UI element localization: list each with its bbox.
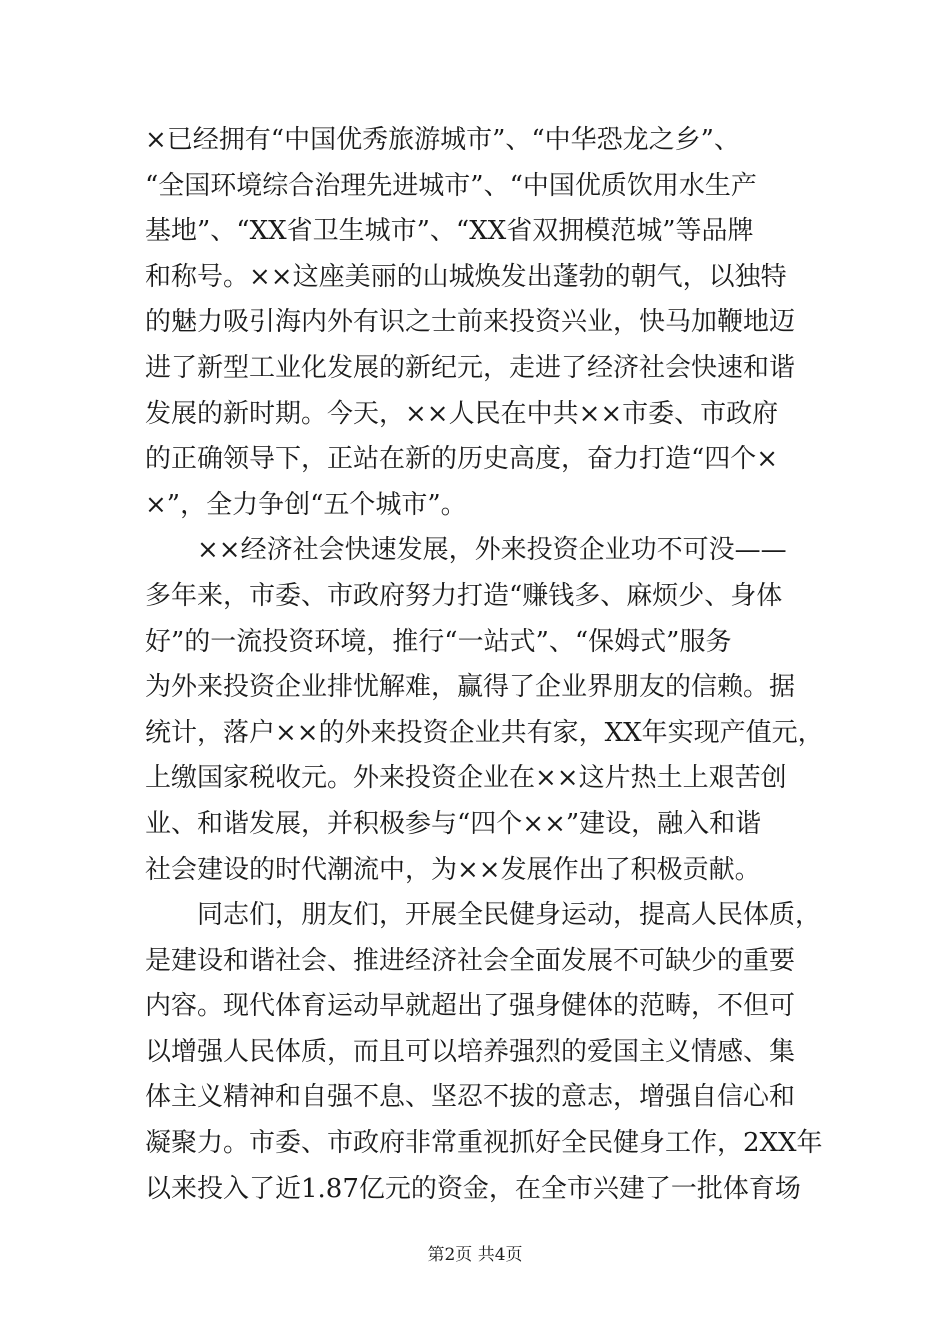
text-line: 好”的一流投资环境，推行“一站式”、“保姆式”服务 [145,626,732,657]
text-line: 凝聚力。市委、市政府非常重视抓好全民健身工作，2XX年 [145,1128,823,1159]
text-line: 以增强人民体质，而且可以培养强烈的爱国主义情感、集 [145,1036,796,1067]
text-line: ×已经拥有“中国优秀旅游城市”、“中华恐龙之乡”、 [145,125,740,155]
text-line: 内容。现代体育运动早就超出了强身健体的范畴，不但可 [145,991,796,1022]
text-line: 是建设和谐社会、推进经济社会全面发展不可缺少的重要 [145,945,796,976]
text-line: 的正确领导下，正站在新的历史高度，奋力打造“四个× [145,444,779,475]
body-text [145,118,824,1212]
paragraph-start-line: ××经济社会快速发展，外来投资企业功不可没—— [197,535,787,566]
text-line: 以来投入了近1.87亿元的资金，在全市兴建了一批体育场 [145,1173,801,1204]
text-line: 基地”、“XX省卫生城市”、“XX省双拥模范城”等品牌 [145,216,754,247]
text-line: 业、和谐发展，并积极参与“四个××”建设，融入和谐 [145,808,762,839]
text-line: ×”，全力争创“五个城市”。 [145,489,467,520]
text-line: 统计，落户××的外来投资企业共有家，XX年实现产值元， [145,717,824,748]
text-line: 发展的新时期。今天，××人民在中共××市委、市政府 [145,398,779,429]
text-line: 和称号。××这座美丽的山城焕发出蓬勃的朝气，以独特 [145,261,787,292]
page-footer: 第2页 共4页 [427,1245,523,1265]
text-line: 进了新型工业化发展的新纪元，走进了经济社会快速和谐 [145,352,796,383]
text-line: 多年来，市委、市政府努力打造“赚钱多、麻烦少、身体 [145,580,783,611]
text-line: 社会建设的时代潮流中，为××发展作出了积极贡献。 [145,854,761,885]
text-line: 体主义精神和自强不息、坚忍不拔的意志，增强自信心和 [145,1082,796,1113]
text-line: 上缴国家税收元。外来投资企业在××这片热土上艰苦创 [145,763,787,794]
text-line: 的魅力吸引海内外有识之士前来投资兴业，快马加鞭地迈 [145,307,796,338]
text-line: 为外来投资企业排忧解难，赢得了企业界朋友的信赖。据 [145,672,796,703]
paragraph-start-line: 同志们，朋友们，开展全民健身运动，提高人民体质， [197,900,822,931]
text-line: “全国环境综合治理先进城市”、“中国优质饮用水生产 [145,170,757,201]
